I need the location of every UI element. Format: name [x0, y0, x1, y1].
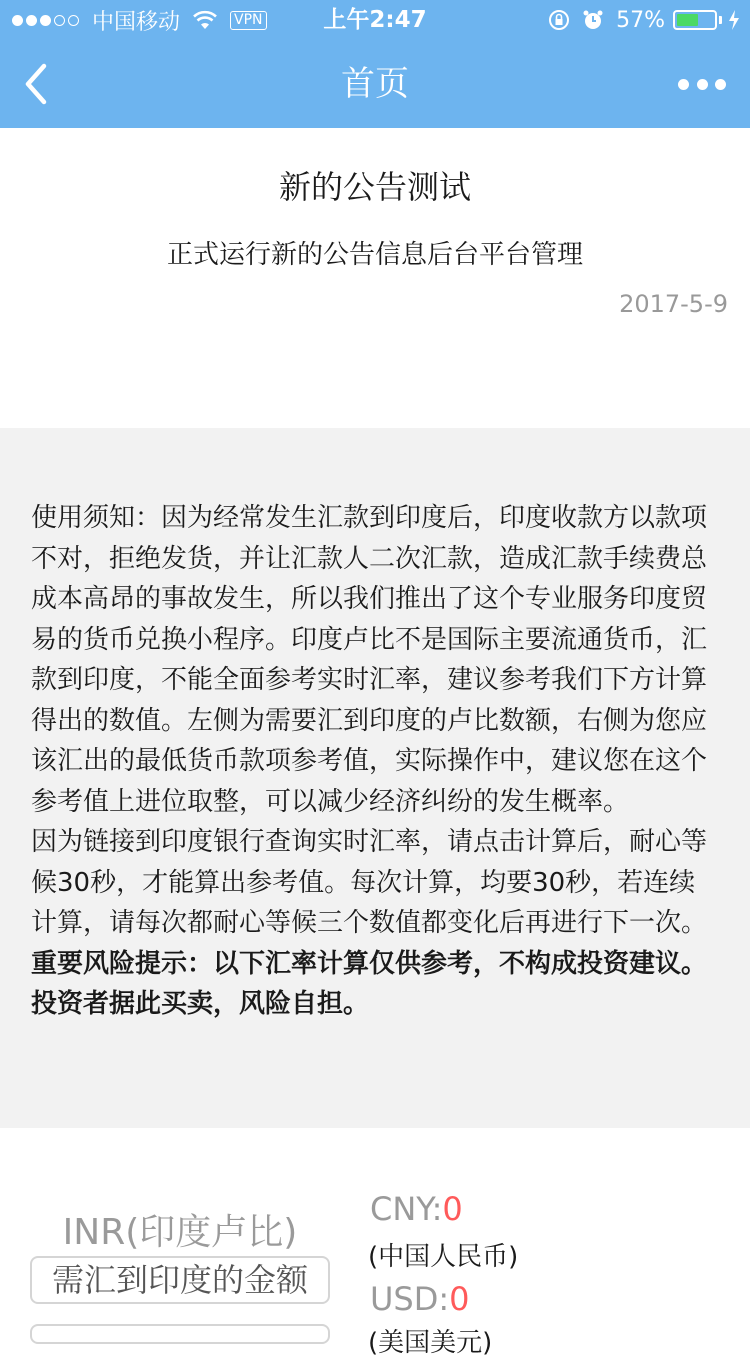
battery-icon — [673, 10, 717, 30]
cny-value: 0 — [442, 1190, 463, 1228]
currency-calculator — [0, 1128, 750, 1358]
usage-notice — [0, 428, 750, 1128]
chevron-left-icon — [18, 60, 58, 108]
cny-name: (中国人民币) — [368, 1242, 519, 1272]
inr-label: INR(印度卢比) — [62, 1212, 298, 1253]
announcement-subtitle: 正式运行新的公告信息后台平台管理 — [166, 240, 583, 270]
carrier-name: 中国移动 — [92, 9, 181, 35]
usd-value: 0 — [449, 1280, 470, 1318]
charging-bolt-icon — [728, 10, 740, 30]
second-input-field[interactable] — [30, 1324, 330, 1344]
more-dots-icon — [697, 79, 708, 90]
announcement-date: 2017-5-9 — [619, 290, 728, 318]
notice-text — [31, 498, 721, 1025]
status-bar — [0, 0, 750, 40]
usd-code: USD: — [370, 1280, 450, 1318]
usd-rate — [370, 1280, 470, 1318]
announcement-card — [0, 128, 750, 428]
rotation-lock-icon — [548, 9, 570, 31]
cny-code: CNY: — [370, 1190, 443, 1228]
battery-fill — [677, 14, 698, 26]
battery-percent: 57% — [616, 7, 665, 33]
vpn-badge: VPN — [230, 11, 267, 30]
more-button[interactable] — [678, 70, 726, 98]
more-dots-icon — [715, 79, 726, 90]
back-button[interactable] — [18, 60, 58, 108]
inr-amount-input[interactable] — [30, 1256, 330, 1304]
cny-rate — [370, 1190, 463, 1228]
notice-paragraph: 因为链接到印度银行查询实时汇率，请点击计算后，耐心等候30秒，才能算出参考值。每次计算，均要30秒，若连续计算，请每次都耐心等候三个数值都变化后再进行下一次。 — [31, 827, 708, 938]
page-title: 首页 — [341, 64, 409, 104]
announcement-title: 新的公告测试 — [278, 168, 471, 206]
battery-tip — [719, 16, 722, 24]
nav-bar — [0, 40, 750, 128]
risk-warning: 重要风险提示：以下汇率计算仅供参考，不构成投资建议。投资者据此买卖，风险自担。 — [31, 948, 708, 1019]
alarm-icon — [582, 9, 604, 31]
status-right — [548, 5, 740, 35]
more-dots-icon — [678, 79, 689, 90]
status-time: 上午2:47 — [323, 7, 427, 33]
usd-name: (美国美元) — [368, 1328, 493, 1358]
notice-paragraph: 使用须知：因为经常发生汇款到印度后，印度收款方以款项不对，拒绝发货，并让汇款人二次汇款，造成汇款手续费总成本高昂的事故发生，所以我们推出了这个专业服务印度贸易的货币兑换小程序。印度卢比不是国际主要流通货币，汇款到印度，不能全面参考实时汇率，建议参考我们下方计算得出的数值。左侧为需要汇到印度的卢比数额，右侧为您应该汇出的最低货币款项参考值，实际操作中，建议您在这个参考值上进位取整，可以减少经济纠纷的发生概率。 — [31, 503, 708, 817]
